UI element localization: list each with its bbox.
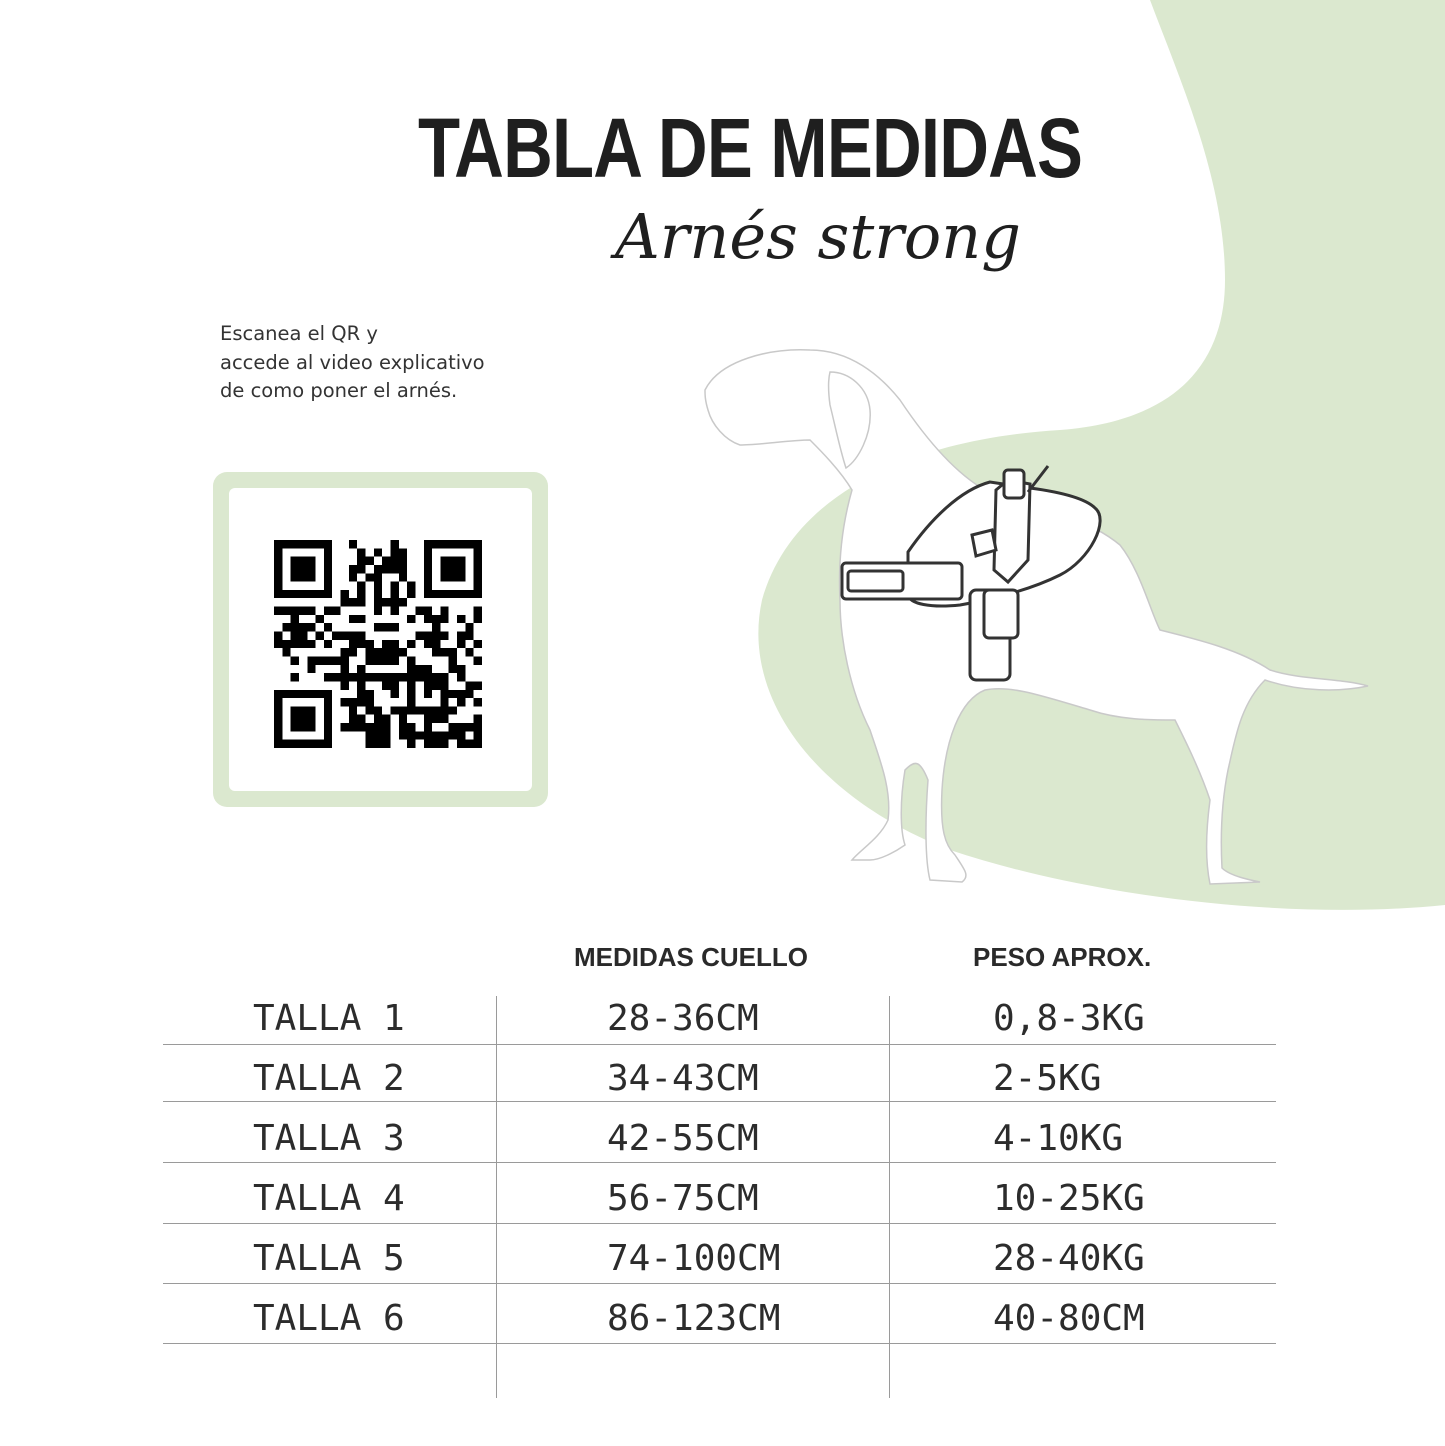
dog-with-harness-icon [700,345,1380,885]
size-label: TALLA 1 [253,998,405,1039]
size-label: TALLA 6 [253,1298,405,1339]
column-header-neck: MEDIDAS CUELLO [574,942,808,972]
instruction-line: de como poner el arnés. [220,379,458,402]
neck-measure: 86-123CM [607,1298,781,1339]
size-label: TALLA 4 [253,1178,405,1219]
neck-measure: 74-100CM [607,1238,781,1279]
neck-measure: 42-55CM [607,1118,759,1159]
column-header-weight: PESO APROX. [973,942,1152,972]
instruction-line: accede al video explicativo [220,350,485,374]
row-divider [163,1101,1276,1102]
neck-measure: 28-36CM [607,998,759,1039]
size-label: TALLA 3 [253,1118,405,1159]
row-divider [163,1343,1276,1344]
size-label: TALLA 2 [253,1058,405,1099]
page-subtitle: Arnés strong [615,200,1021,273]
row-divider [163,1044,1276,1045]
qr-instructions [220,320,580,406]
row-divider [163,1162,1276,1163]
weight-range: 40-80CM [993,1298,1145,1339]
neck-measure: 56-75CM [607,1178,759,1219]
weight-range: 4-10KG [993,1118,1124,1159]
column-divider [889,996,890,1398]
size-label: TALLA 5 [253,1238,405,1279]
neck-measure: 34-43CM [607,1058,759,1099]
dog-silhouette [705,350,1368,884]
weight-range: 28-40KG [993,1238,1145,1279]
qr-code-icon[interactable] [274,540,482,748]
row-divider [163,1283,1276,1284]
weight-range: 10-25KG [993,1178,1145,1219]
weight-range: 0,8-3KG [993,998,1145,1039]
column-divider [496,996,497,1398]
weight-range: 2-5KG [993,1058,1102,1099]
row-divider [163,1223,1276,1224]
page-title: TABLA DE MEDIDAS [418,101,1083,195]
instruction-line: Escanea el QR y [220,322,378,345]
